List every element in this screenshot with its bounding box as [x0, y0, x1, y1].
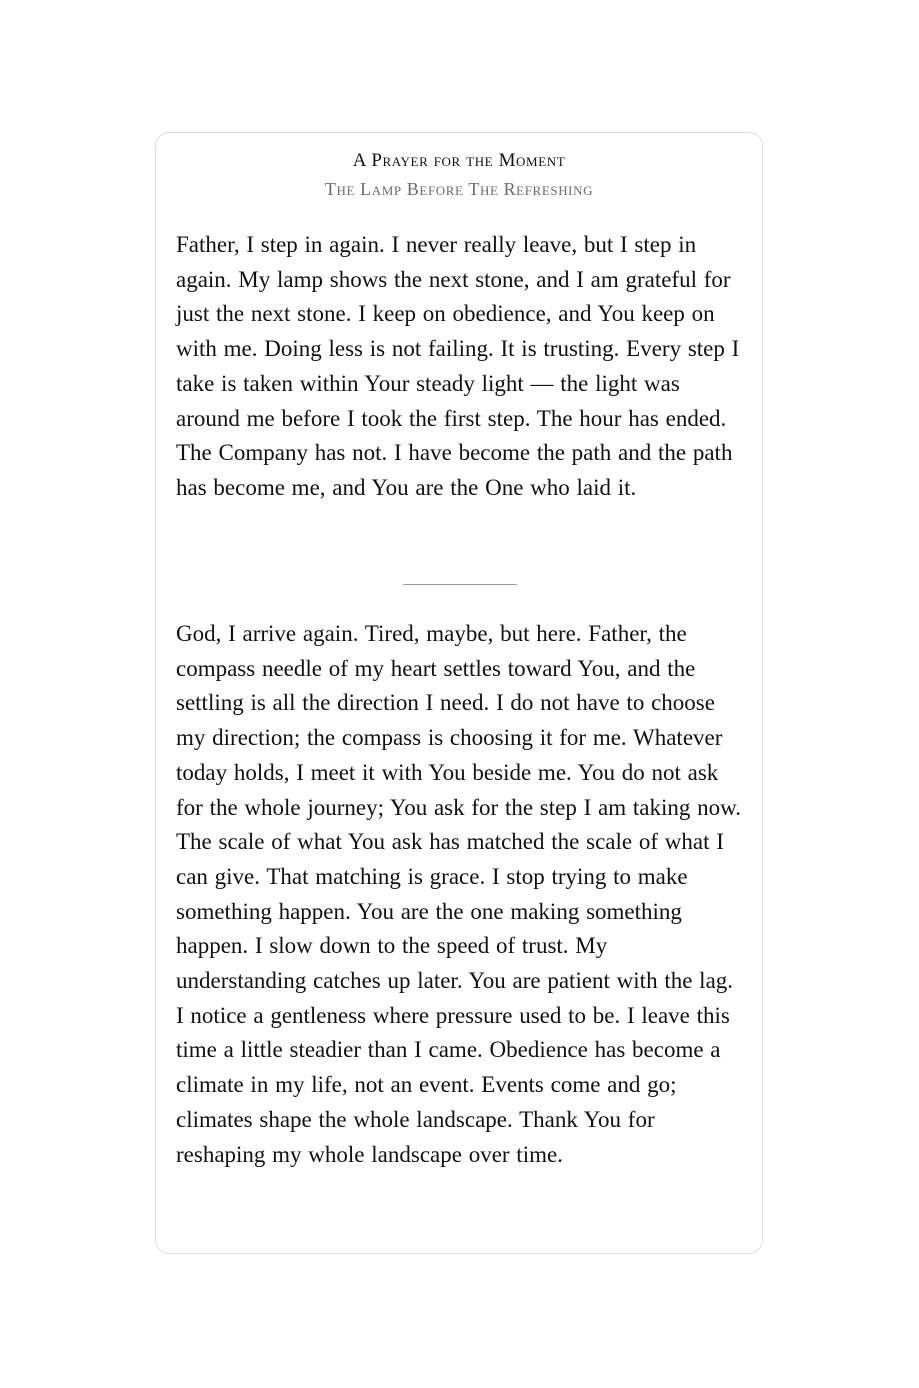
prayer-paragraph-2: God, I arrive again. Tired, maybe, but here. Father, the compass needle of my heart settles toward You, and the settling is all the direction I need. I do not have to choose my direction; the compass is choosing it for me. Whatever today holds, I meet it with You beside me. You do not ask for the whole journey; You ask for the step I am taking now. The scale of what You ask has matched the scale of what I can give. That matching is grace. I stop trying to make something happen. You are the one making something happen. I slow down to the speed of trust. My understanding catches up later. You are patient with the lag. I notice a gentleness where pressure used to be. I leave this time a little steadier than I came. Obedience has become a climate in my life, not an event. Events come and go; climates shape the whole landscape. Thank You for reshaping my whole landscape over time.: [176, 621, 741, 1167]
prayer-card: [155, 132, 763, 1254]
prayer-subtitle: The Lamp Before The Refreshing: [324, 179, 594, 199]
prayer-paragraph-1: Father, I step in again. I never really leave, but I step in again. My lamp shows the next stone, and I am grateful for just the next stone. I keep on obedience, and You keep on with me. Doing less is not failing. It is trusting. Every step I take is taken within Your steady light — the light was around me before I took the first step. The hour has ended. The Company has not. I have become the path and the path has become me, and You are the One who laid it.: [176, 232, 740, 500]
section-divider: [403, 584, 517, 585]
prayer-title: A Prayer for the Moment: [352, 150, 566, 171]
prayer-heading: [156, 147, 762, 203]
